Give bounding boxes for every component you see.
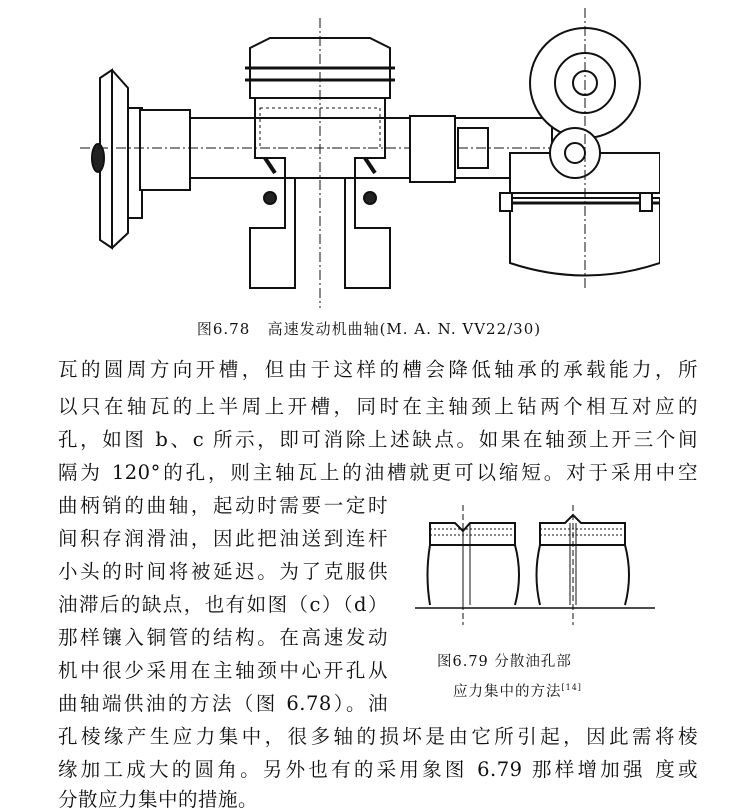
right-journal bbox=[410, 116, 455, 182]
body-line-6: 间积存润滑油，因此把油送到连杆 bbox=[58, 527, 388, 550]
figure-679-caption-line1: 图6.79 分散油孔部 bbox=[437, 654, 572, 670]
body-line-14: 分散应力集中的措施。 bbox=[58, 788, 259, 811]
left-journal bbox=[140, 110, 190, 190]
figure-678-caption-text: 高速发动机曲轴(M. A. N. VV22/30) bbox=[267, 320, 542, 338]
body-line-9: 那样镶入铜管的结构。在高速发动 bbox=[58, 626, 388, 649]
body-line-5: 曲柄销的曲轴，起动时需要一定时 bbox=[58, 494, 388, 517]
body-line-8: 油滞后的缺点，也有如图（c）（d） bbox=[58, 593, 388, 616]
body-line-7: 小头的时间将被延迟。为了克服供 bbox=[58, 560, 388, 583]
body-line-11: 曲轴端供油的方法（图 6.78）。油 bbox=[58, 692, 388, 715]
body-line-3: 孔，如图 b、c 所示，即可消除上述缺点。如果在轴颈上开三个间 bbox=[58, 428, 698, 451]
crankshaft-drawing bbox=[80, 8, 660, 308]
figure-678-caption bbox=[0, 318, 738, 339]
body-line-2: 以只在轴瓦的上半周上开槽，同时在主轴颈上钻两个相互对应的 bbox=[58, 395, 698, 418]
figure-679-reference: [14] bbox=[561, 683, 582, 693]
body-line-10: 机中很少采用在主轴颈中心开孔从 bbox=[58, 659, 388, 682]
body-line-13: 缘加工成大的圆角。另外也有的采用象图 6.79 那样增加强 度或 bbox=[58, 758, 698, 781]
body-line-12: 孔棱缘产生应力集中，很多轴的损坏是由它所引起，因此需将棱 bbox=[58, 725, 698, 748]
figure-679-caption-text: 应力集中的方法 bbox=[453, 684, 562, 700]
body-line-1: 瓦的圆周方向开槽，但由于这样的槽会降低轴承的承载能力，所 bbox=[58, 358, 698, 381]
body-line-4: 隔为 120°的孔，则主轴瓦上的油槽就更可以缩短。对于采用中空 bbox=[58, 461, 698, 484]
oil-hole-stress-diagram bbox=[415, 505, 655, 625]
figure-678-label: 图6.78 bbox=[196, 320, 251, 338]
figure-679-caption-line2 bbox=[453, 680, 582, 701]
